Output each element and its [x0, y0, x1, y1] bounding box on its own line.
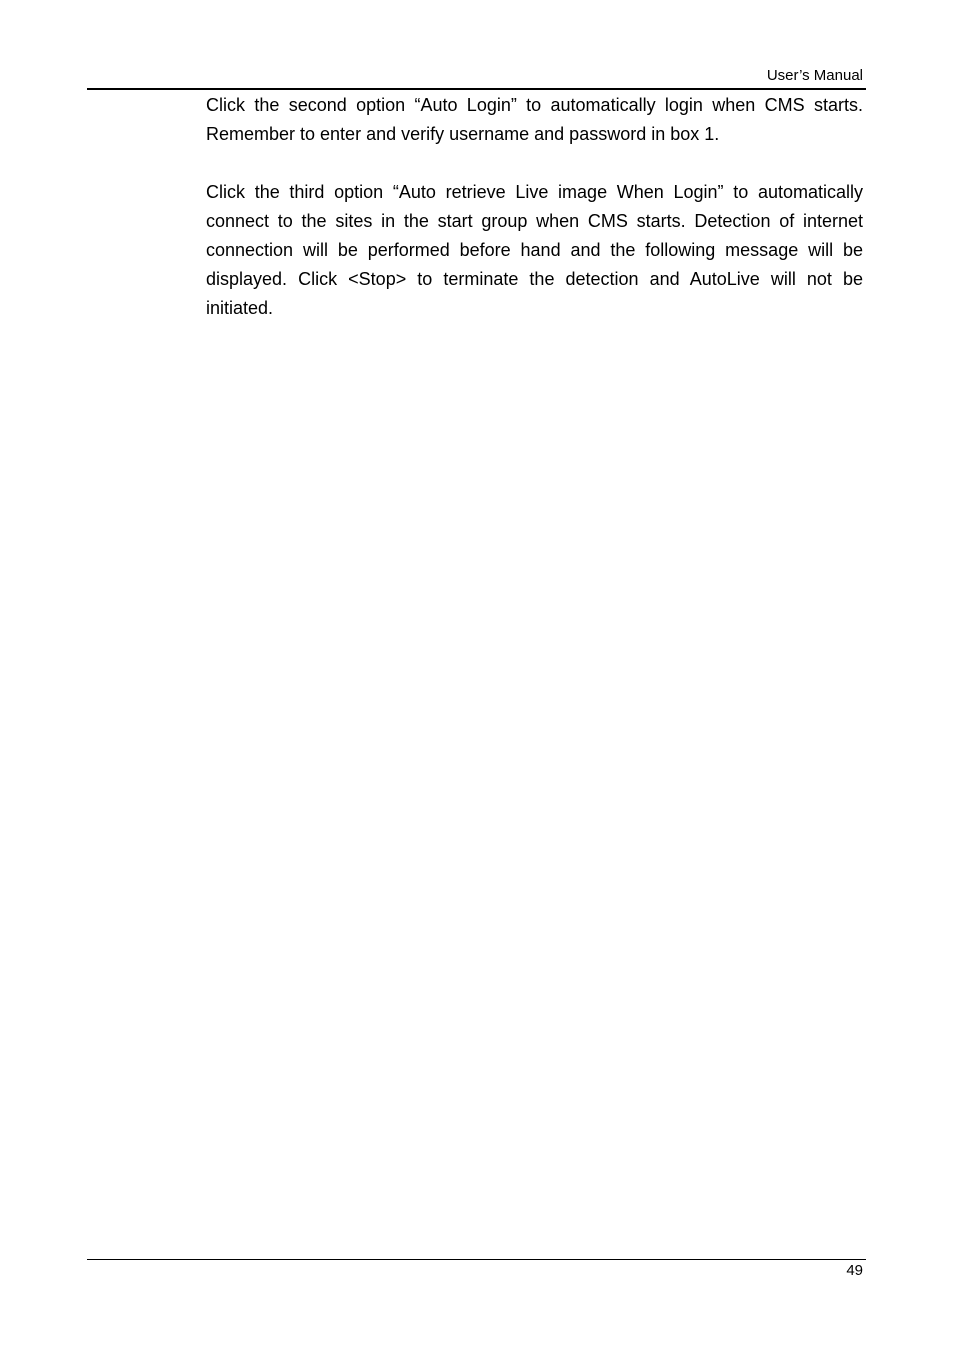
header-divider [87, 88, 866, 90]
page-number: 49 [846, 1262, 863, 1279]
running-header-title: User’s Manual [766, 67, 863, 84]
paragraph-auto-retrieve-live: Click the third option “Auto retrieve Live image When Login” to automatically connect to the sites in the start group when CMS starts. Detection of internet connection will be performed before hand and the following message will be displayed. Click <Stop> to terminate the detection and AutoLive will not be initiated. [206, 182, 863, 318]
footer-divider [87, 1259, 866, 1260]
manual-body-text [206, 91, 863, 323]
paragraph-auto-login: Click the second option “Auto Login” to automatically login when CMS starts. Remember to enter and verify username and password in box 1. [206, 95, 863, 144]
